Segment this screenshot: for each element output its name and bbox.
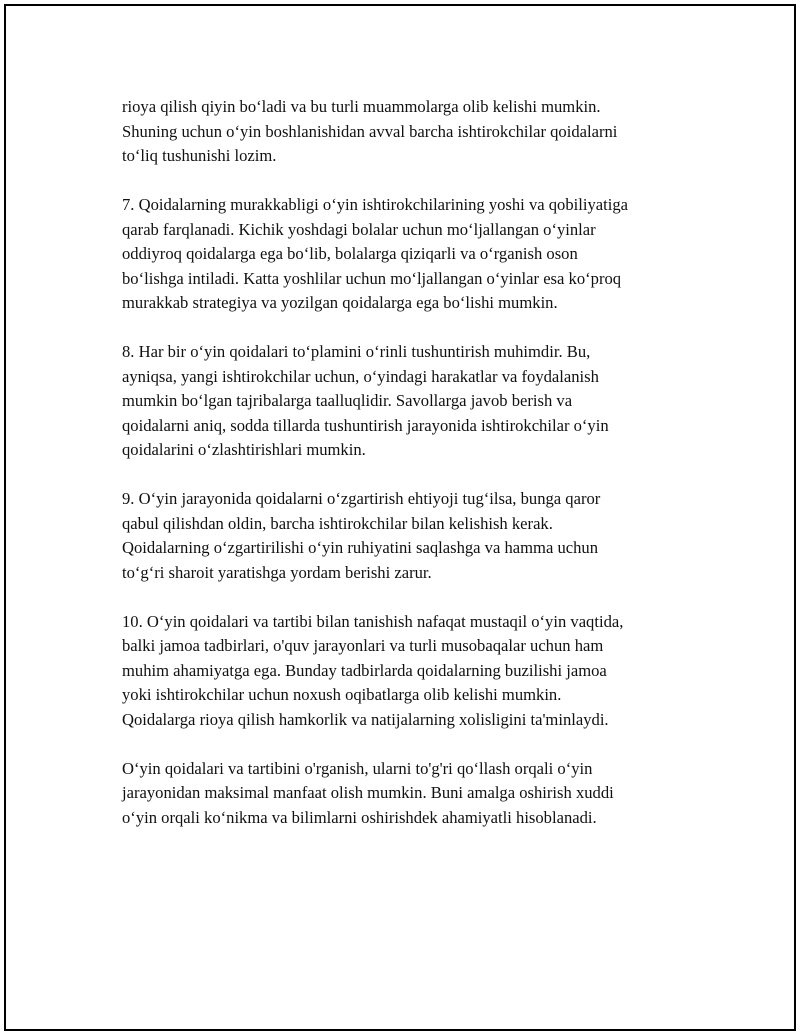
paragraph-10: 10. Oʻyin qoidalari va tartibi bilan tanishish nafaqat mustaqil oʻyin vaqtida, balki jamoa tadbirlari, o'quv jarayonlari va turli musobaqalar uchun ham muhim ahamiyatga ega. Bunday tadbirlarda qoidalarning buzilishi jamoa yoki ishtirokchilar uchun noxush oqibatlarga olib kelishi mumkin. Qoidalarga rioya qilish hamkorlik va natijalarning xolisligini ta'minlaydi. xyxy=(122,611,624,729)
paragraph-continuation: rioya qilish qiyin boʻladi va bu turli muammolarga olib kelishi mumkin. Shuning uchun oʻyin boshlanishidan avval barcha ishtirokchilar qoidalarni toʻliq tushunishi lozim. xyxy=(122,97,618,165)
page-frame xyxy=(4,4,796,1031)
paragraph-conclusion: Oʻyin qoidalari va tartibini o'rganish, ularni to'g'ri qoʻllash orqali oʻyin jarayonidan maksimal manfaat olish mumkin. Buni amalga oshirish xuddi oʻyin orqali koʻnikma va bilimlarni oshirishdek ahamiyatli hisoblanadi. xyxy=(122,758,614,827)
paragraph-9: 9. Oʻyin jarayonida qoidalarni oʻzgartirish ehtiyoji tugʻilsa, bunga qaror qabul qilishdan oldin, barcha ishtirokchilar bilan kelishish kerak. Qoidalarning oʻzgartirilishi oʻyin ruhiyatini saqlashga va hamma uchun toʻgʻri sharoit yaratishga yordam berishi zarur. xyxy=(122,489,601,582)
paragraph-8: 8. Har bir oʻyin qoidalari toʻplamini oʻrinli tushuntirish muhimdir. Bu, ayniqsa, yangi ishtirokchilar uchun, oʻyindagi harakatlar va foydalanish mumkin boʻlgan tajribalarga taalluqlidir. Savollarga javob berish va qoidalarni aniq, sodda tillarda tushuntirish jarayonida ishtirokchilar oʻyin qoidalarini oʻzlashtirishlari mumkin. xyxy=(122,342,609,459)
document-body xyxy=(122,95,692,830)
paragraph-7: 7. Qoidalarning murakkabligi oʻyin ishtirokchilarining yoshi va qobiliyatiga qarab farqlanadi. Kichik yoshdagi bolalar uchun moʻljallangan oʻyinlar oddiyroq qoidalarga ega boʻlib, bolalarga qiziqarli va oʻrganish oson boʻlishga intiladi. Katta yoshlilar uchun moʻljallangan oʻyinlar esa koʻproq murakkab strategiya va yozilgan qoidalarga ega boʻlishi mumkin. xyxy=(122,195,629,312)
